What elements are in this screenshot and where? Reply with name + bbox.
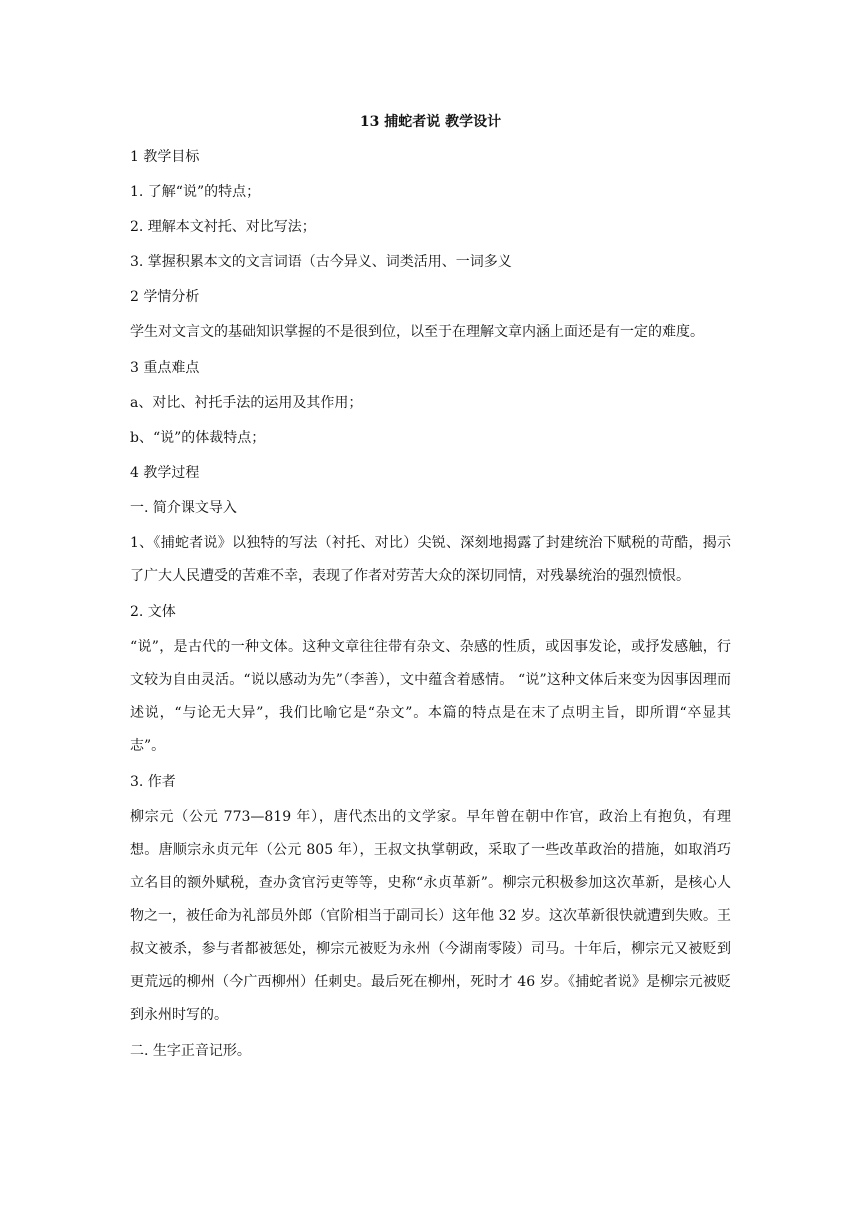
subheading-intro: 一. 简介课文导入	[130, 500, 237, 516]
key-point-item: b、“说”的体裁特点；	[130, 430, 266, 446]
section-heading-analysis: 2 学情分析	[130, 289, 200, 305]
section-heading-objectives: 1 教学目标	[130, 149, 200, 165]
analysis-paragraph: 学生对文言文的基础知识掌握的不是很到位，以至于在理解文章内涵上面还是有一定的难度。	[130, 324, 704, 340]
document-title: 13 捕蛇者说 教学设计	[359, 114, 502, 130]
section-heading-process: 4 教学过程	[130, 465, 200, 481]
section-heading-key-points: 3 重点难点	[130, 360, 200, 376]
objective-item: 2. 理解本文衬托、对比写法；	[130, 219, 316, 235]
intro-paragraph: 1、《捕蛇者说》以独特的写法（衬托、对比）尖锐、深刻地揭露了封建统治下赋税的苛酷，揭示了广大人民遭受的苦难不幸，表现了作者对劳苦大众的深切同情，对残暴统治的强烈愤恨。	[130, 535, 731, 584]
subheading-genre: 2. 文体	[130, 604, 176, 620]
author-paragraph: 柳宗元（公元 773—819 年），唐代杰出的文学家。早年曾在朝中作官，政治上有抱负，有理想。唐顺宗永贞元年（公元 805 年），王叔文执掌朝政，采取了一些改革政治的措施，如取消巧立名目的额外赋税，查办贪官污吏等等，史称“永贞革新”。柳宗元积极参加这次革新，是核心人物之一，被任命为礼部员外郎（官阶相当于副司长）这年他 32 岁。这次革新很快就遭到失败。王叔文被杀，参与者都被惩处，柳宗元被贬为永州（今湖南零陵）司马。十年后，柳宗元又被贬到更荒远的柳州（今广西柳州）任刺史。最后死在柳州，死时才 46 岁。《捕蛇者说》是柳宗元被贬到永州时写的。	[130, 809, 731, 1023]
subheading-vocabulary: 二. 生字正音记形。	[130, 1043, 251, 1059]
key-point-item: a、对比、衬托手法的运用及其作用；	[130, 395, 363, 411]
objective-item: 1. 了解“说”的特点；	[130, 184, 261, 200]
genre-paragraph: “说”，是古代的一种文体。这种文章往往带有杂文、杂感的性质，或因事发论，或抒发感触，行文较为自由灵活。“说以感动为先”（李善），文中蕴含着感情。 “说”这种文体后来变为因事因理而述说，“与论无大异”，我们比喻它是“杂文”。本篇的特点是在末了点明主旨，即所谓“卒显其志”。	[130, 639, 731, 754]
subheading-author: 3. 作者	[130, 774, 176, 790]
objective-item: 3. 掌握积累本文的文言词语（古今异义、词类活用、一词多义	[130, 254, 512, 270]
